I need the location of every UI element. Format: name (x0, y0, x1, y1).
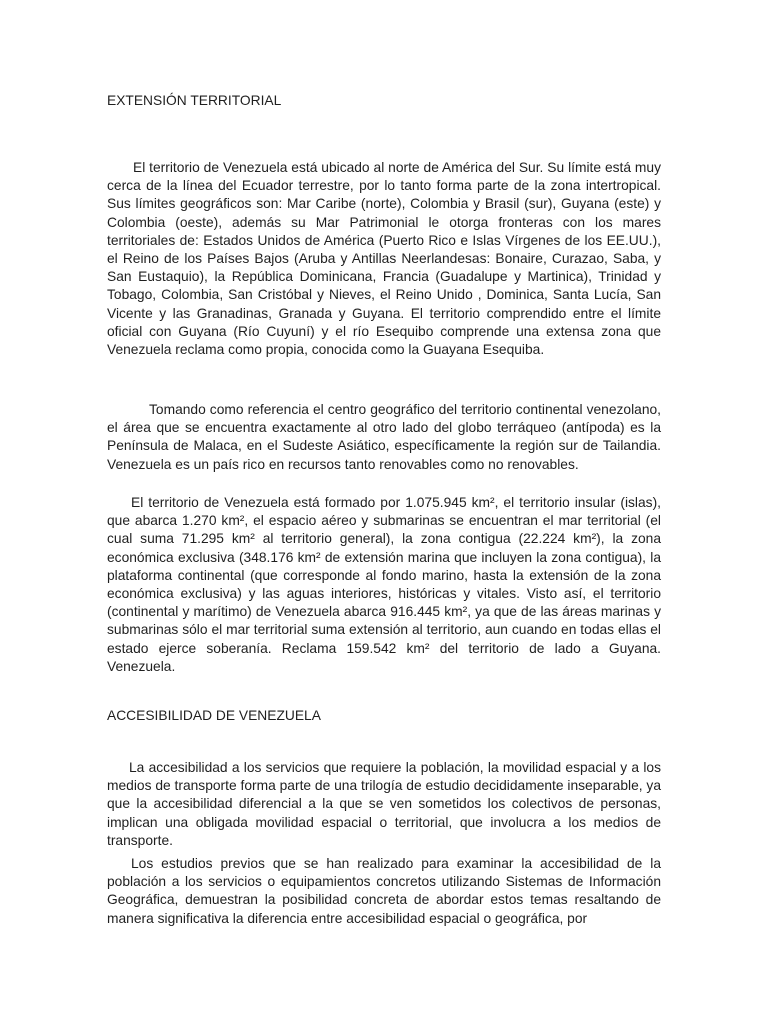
paragraph-antipode: Tomando como referencia el centro geográfico del territorio continental venezolano, el área que se encuentra exactamente al otro lado del globo terráqueo (antípoda) es la Península de Malaca, en el Sudeste Asiático, específicamente la región sur de Tailandia. Venezuela es un país rico en recursos tanto renovables como no renovables. (107, 402, 661, 472)
paragraph-territory-location: El territorio de Venezuela está ubicado al norte de América del Sur. Su límite está muy cerca de la línea del Ecuador terrestre, por lo tanto forma parte de la zona intertropical. Sus límites geográficos son: Mar Caribe (norte), Colombia y Brasil (sur), Guyana (este) y Colombia (oeste), además su Mar Patrimonial le otorga fronteras con los mares territoriales de: Estados Unidos de América (Puerto Rico e Islas Vírgenes de los EE.UU.), el Reino de los Países Bajos (Aruba y Antillas Neerlandesas: Bonaire, Curazao, Saba, y San Eustaquio), la República Dominicana, Francia (Guadalupe y Martinica), Trinidad y Tobago, Colombia, San Cristóbal y Nieves, el Reino Unido , Dominica, Santa Lucía, San Vicente y las Granadinas, Granada y Guyana. El territorio comprendido entre el límite oficial con Guyana (Río Cuyuní) y el río Esequibo comprende una extensa zona que Venezuela reclama como propia, conocida como la Guayana Esequiba. (107, 160, 661, 358)
paragraph-territory-area: El territorio de Venezuela está formado por 1.075.945 km², el territorio insular (islas), que abarca 1.270 km², el espacio aéreo y submarinas se encuentran el mar territorial (el cual suma 71.295 km² al territorio general), la zona contigua (22.224 km²), la zona económica exclusiva (348.176 km² de extensión marina que incluyen la zona contigua), la plataforma continental (que corresponde al fondo marino, hasta la extensión de la zona económica exclusiva) y las aguas interiores, históricas y vitales. Visto así, el territorio (continental y marítimo) de Venezuela abarca 916.445 km², ya que de las áreas marinas y submarinas sólo el mar territorial suma extensión al territorio, aun cuando en todas ellas el estado ejerce soberanía. Reclama 159.542 km² del territorio de lado a Guyana. Venezuela. (107, 495, 661, 674)
section-heading-extension-territorial: EXTENSIÓN TERRITORIAL (107, 93, 282, 108)
paragraph-accessibility-trilogy: La accesibilidad a los servicios que requiere la población, la movilidad espacial y a los medios de transporte forma parte de una trilogía de estudio decididamente inseparable, ya que la accesibilidad diferencial a la que se ven sometidos los colectivos de personas, implican una obligada movilidad espacial o territorial, que involucra a los medios de transporte. (107, 760, 661, 848)
section-heading-accesibilidad: ACCESIBILIDAD DE VENEZUELA (107, 708, 321, 723)
paragraph-previous-studies: Los estudios previos que se han realizado para examinar la accesibilidad de la población a los servicios o equipamientos concretos utilizando Sistemas de Información Geográfica, demuestran la posibilidad concreta de abordar estos temas resaltando de manera significativa la diferencia entre accesibilidad espacial o geográfica, por (107, 856, 661, 926)
